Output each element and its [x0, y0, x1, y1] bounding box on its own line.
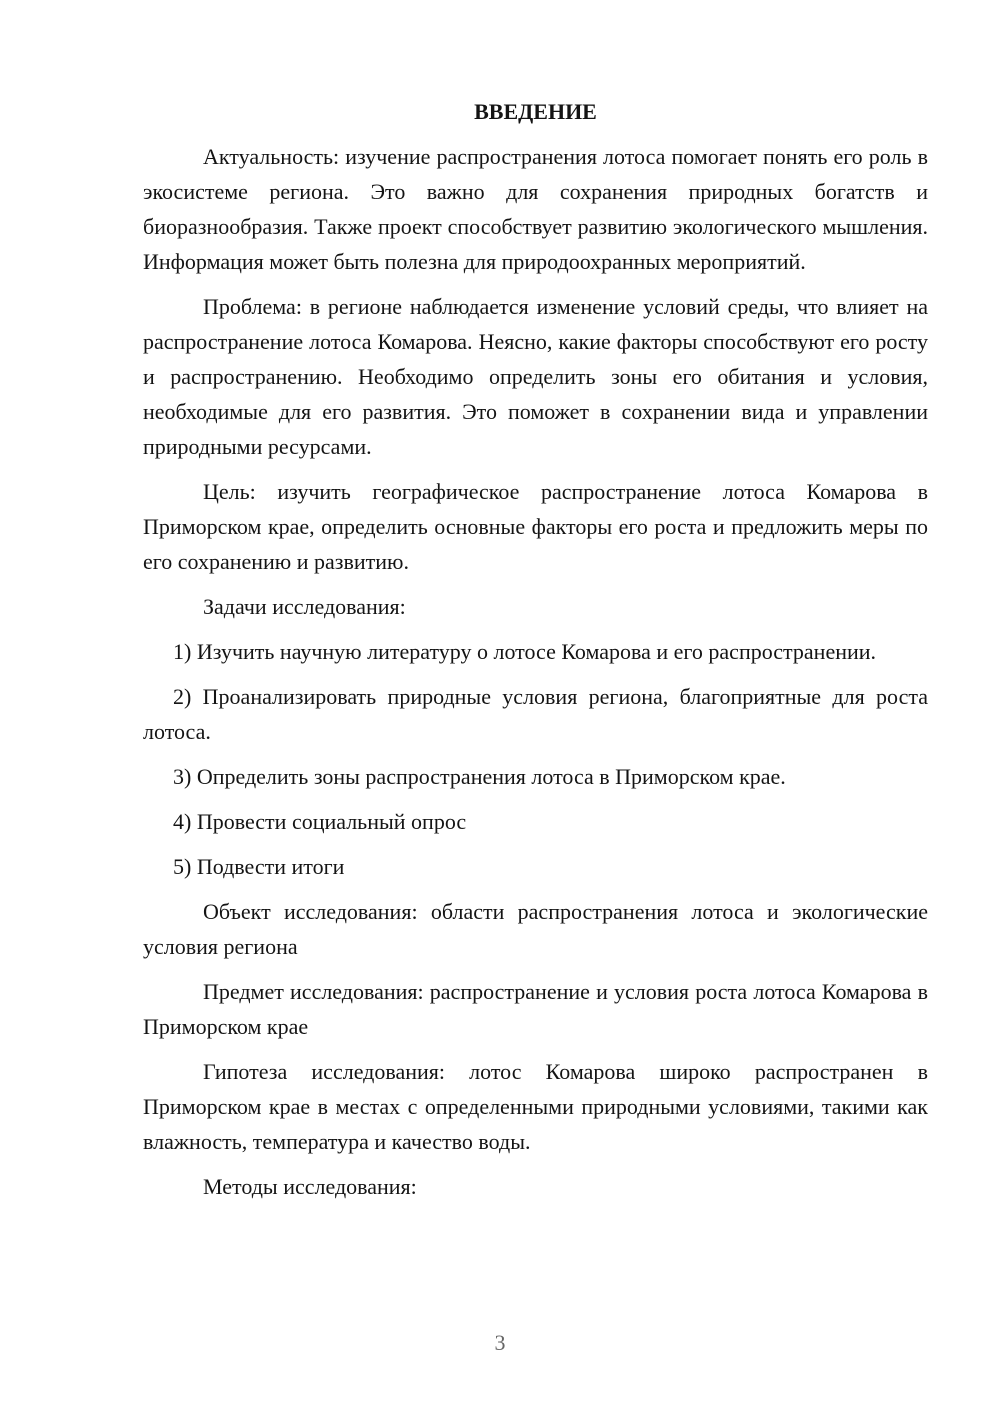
goal-paragraph: Цель: изучить географическое распространение лотоса Комарова в Приморском крае, определить основные факторы его роста и предложить меры по его сохранению и развитию.	[143, 479, 928, 574]
page-content	[143, 94, 928, 1214]
section-title: ВВЕДЕНИЕ	[474, 99, 597, 124]
subject-paragraph: Предмет исследования: распространение и условия роста лотоса Комарова в Приморском крае	[143, 979, 928, 1039]
task-item: 1) Изучить научную литературу о лотосе Комарова и его распространении.	[173, 639, 877, 664]
problem-paragraph: Проблема: в регионе наблюдается изменение условий среды, что влияет на распространение лотоса Комарова. Неясно, какие факторы способствуют его росту и распространению. Необходимо определить зоны его обитания и условия, необходимые для его развития. Это поможет в сохранении вида и управлении природными ресурсами.	[143, 294, 928, 459]
relevance-paragraph: Актуальность: изучение распространения лотоса помогает понять его роль в экосистеме региона. Это важно для сохранения природных богатств и биоразнообразия. Также проект способствует развитию экологического мышления. Информация может быть полезна для природоохранных мероприятий.	[143, 144, 928, 274]
page-number: 3	[494, 1330, 506, 1355]
task-item: 2) Проанализировать природные условия региона, благоприятные для роста лотоса.	[143, 684, 928, 744]
task-item: 5) Подвести итоги	[173, 854, 345, 879]
task-item: 3) Определить зоны распространения лотоса в Приморском крае.	[173, 764, 786, 789]
methods-heading: Методы исследования:	[203, 1174, 417, 1199]
task-item: 4) Провести социальный опрос	[173, 809, 467, 834]
hypothesis-paragraph: Гипотеза исследования: лотос Комарова широко распространен в Приморском крае в местах с определенными природными условиями, такими как влажность, температура и качество воды.	[143, 1059, 928, 1154]
object-paragraph: Объект исследования: области распространения лотоса и экологические условия региона	[143, 899, 928, 959]
tasks-heading: Задачи исследования:	[203, 594, 406, 619]
